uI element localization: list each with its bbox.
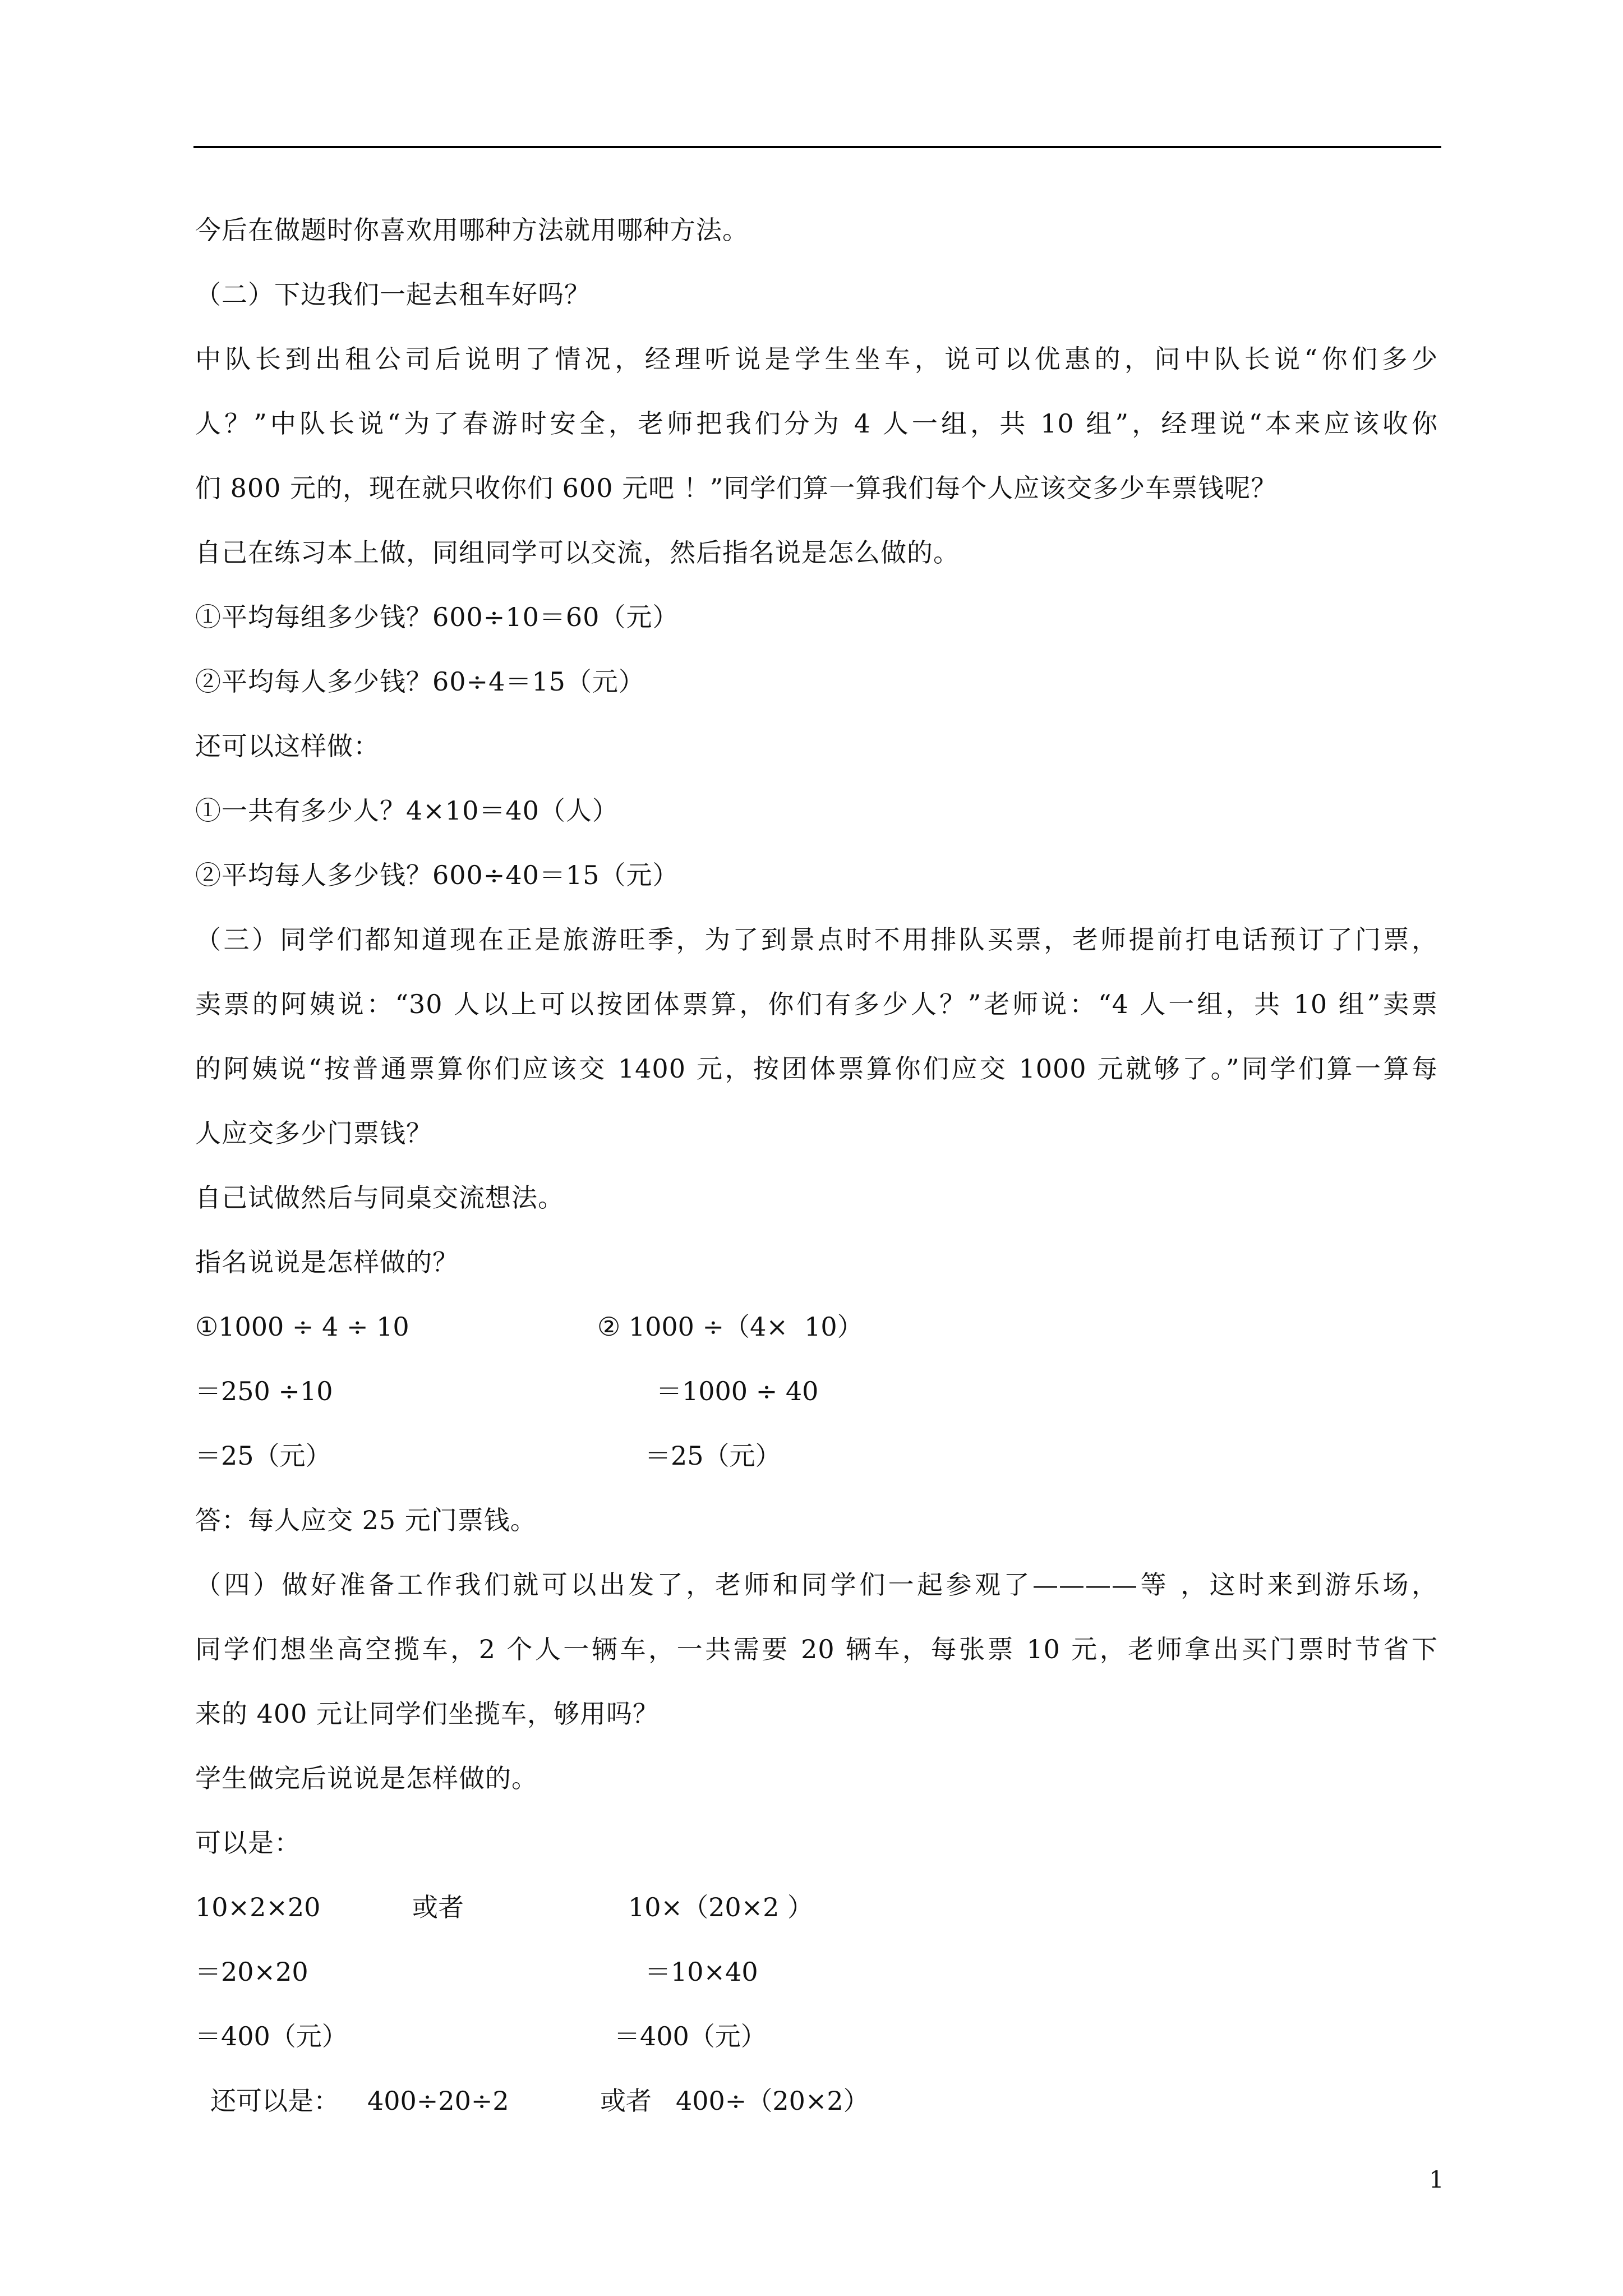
paragraph-line: 们 800 元的，现在就只收你们 600 元吧 ！”同学们算一算我们每个人应该交多少车票钱呢？: [195, 473, 1278, 503]
paragraph: 学生做完后说说是怎样做的。: [195, 1763, 538, 1793]
method-step: ②平均每人多少钱？600÷40＝15（元）: [195, 860, 679, 890]
calc-a-line: ①1000 ÷ 4 ÷ 10: [195, 1312, 409, 1342]
alt-label: 还可以是：: [210, 2086, 339, 2116]
calc-b-line: 10×（20×2 ）: [628, 1892, 814, 1922]
paragraph: 今后在做题时你喜欢用哪种方法就用哪种方法。: [195, 215, 749, 245]
calc-a-line: 400÷20÷2: [367, 2086, 509, 2116]
or-word: 或者: [412, 1892, 464, 1922]
paragraph-line: 卖票的阿姨说：“30 人以上可以按团体票算，你们有多少人？”老师说：“4 人一组，共 10 组”卖票: [195, 989, 1438, 1019]
paragraph-line: （三）同学们都知道现在正是旅游旺季，为了到景点时不用排队买票，老师提前打电话预订了门票，: [195, 924, 1438, 955]
method-step: ②平均每人多少钱？60÷4＝15（元）: [195, 666, 645, 697]
calc-b-line: 400÷（20×2）: [676, 2086, 869, 2116]
paragraph-line: 人应交多少门票钱？: [195, 1118, 432, 1148]
calc-a-line: ＝20×20: [195, 1957, 308, 1987]
calc-b-line: ② 1000 ÷（4× 10）: [597, 1312, 863, 1342]
paragraph-line: 的阿姨说“按普通票算你们应该交 1400 元，按团体票算你们应交 1000 元就够了。”同学们算一算每: [195, 1053, 1438, 1084]
paragraph: 自己试做然后与同桌交流想法。: [195, 1182, 564, 1213]
calc-b-line: ＝400（元）: [614, 2021, 767, 2051]
paragraph-line: 同学们想坐高空揽车，2 个人一辆车，一共需要 20 辆车，每张票 10 元，老师拿出买门票时节省下: [195, 1634, 1438, 1664]
paragraph: 自己在练习本上做，同组同学可以交流，然后指名说是怎么做的。: [195, 537, 960, 568]
calc-a-line: 10×2×20: [195, 1892, 321, 1922]
method-step: ①平均每组多少钱？600÷10＝60（元）: [195, 602, 679, 632]
calc-a-line: ＝400（元）: [195, 2021, 348, 2051]
header-rule: [193, 146, 1441, 148]
paragraph: 指名说说是怎样做的？: [195, 1247, 459, 1277]
page-number: 1: [1429, 2166, 1444, 2193]
paragraph-line: 来的 400 元让同学们坐揽车，够用吗？: [195, 1699, 660, 1729]
calc-b-line: ＝10×40: [645, 1957, 758, 1987]
calc-a-line: ＝25（元）: [195, 1441, 331, 1471]
section-heading-2: （二）下边我们一起去租车好吗？: [195, 279, 591, 310]
calc-b-line: ＝25（元）: [645, 1441, 781, 1471]
paragraph: 可以是：: [195, 1828, 301, 1858]
paragraph-line: 中队长到出租公司后说明了情况，经理听说是学生坐车，说可以优惠的，问中队长说“你们多少: [195, 344, 1438, 374]
calc-a-line: ＝250 ÷10: [195, 1376, 333, 1406]
paragraph-line: （四）做好准备工作我们就可以出发了，老师和同学们一起参观了————等 ，这时来到游乐场，: [195, 1570, 1438, 1600]
method-step: ①一共有多少人？4×10＝40（人）: [195, 795, 619, 826]
or-word: 或者: [600, 2086, 652, 2116]
paragraph: 还可以这样做：: [195, 731, 380, 761]
calc-b-line: ＝1000 ÷ 40: [656, 1376, 819, 1406]
answer: 答：每人应交 25 元门票钱。: [195, 1505, 537, 1535]
paragraph-line: 人？”中队长说“为了春游时安全，老师把我们分为 4 人一组，共 10 组”，经理说“本来应该收你: [195, 408, 1438, 439]
